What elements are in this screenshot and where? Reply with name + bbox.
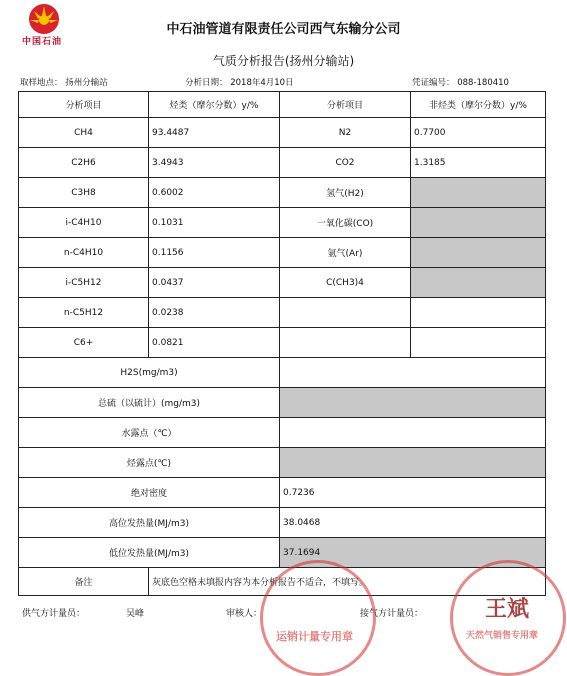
metering-stamp xyxy=(260,560,376,676)
summary-label: 烃露点(℃) xyxy=(19,448,280,478)
right-item: 氢气(H2) xyxy=(280,178,411,208)
left-item: n-C4H10 xyxy=(19,238,149,268)
header-non-hydrocarbon: 非烃类（摩尔分数）y/% xyxy=(411,92,546,118)
remark-label: 备注 xyxy=(19,568,149,596)
summary-label: 高位发热量(MJ/m3) xyxy=(19,508,280,538)
table-row xyxy=(19,268,546,298)
voucher-value: 088-180410 xyxy=(457,78,509,88)
left-value: 0.0238 xyxy=(149,298,280,328)
left-value: 0.6002 xyxy=(149,178,280,208)
date-label: 分析日期： xyxy=(185,78,228,88)
left-item: C2H6 xyxy=(19,148,149,178)
summary-label: 低位发热量(MJ/m3) xyxy=(19,538,280,568)
header-item-1: 分析项目 xyxy=(19,92,149,118)
logo-text: 中国石油 xyxy=(22,37,63,47)
summary-row xyxy=(19,448,546,478)
metering-staff-name: 吴峰 xyxy=(126,609,145,619)
site-value: 扬州分输站 xyxy=(65,78,108,88)
summary-label: 水露点（℃） xyxy=(19,418,280,448)
summary-value: 37.1694 xyxy=(280,538,546,568)
analysis-table xyxy=(18,91,546,596)
summary-row xyxy=(19,538,546,568)
summary-value: 0.7236 xyxy=(280,478,546,508)
right-item: 一氧化碳(CO) xyxy=(280,208,411,238)
table-row xyxy=(19,178,546,208)
left-item: i-C4H10 xyxy=(19,208,149,238)
left-value: 0.1156 xyxy=(149,238,280,268)
table-row xyxy=(19,148,546,178)
right-item: C(CH3)4 xyxy=(280,268,411,298)
right-item: CO2 xyxy=(280,148,411,178)
right-item: N2 xyxy=(280,118,411,148)
table-row xyxy=(19,328,546,358)
voucher-label: 凭证编号： xyxy=(412,78,455,88)
summary-value xyxy=(280,358,546,388)
summary-row xyxy=(19,358,546,388)
metering-stamp-text: 运销计量专用章 xyxy=(276,630,353,643)
right-item xyxy=(280,328,411,358)
right-value xyxy=(411,328,546,358)
summary-row xyxy=(19,388,546,418)
right-item: 氩气(Ar) xyxy=(280,238,411,268)
right-value: 1.3185 xyxy=(411,148,546,178)
left-item: C6+ xyxy=(19,328,149,358)
right-value: 0.7700 xyxy=(411,118,546,148)
summary-value: 38.0468 xyxy=(280,508,546,538)
right-value xyxy=(411,268,546,298)
signature: 王斌 xyxy=(485,597,530,622)
table-row xyxy=(19,298,546,328)
site-label: 取样地点： xyxy=(20,78,63,88)
left-value: 0.0821 xyxy=(149,328,280,358)
metering-staff-label: 供气方计量员： xyxy=(22,609,86,619)
reviewer-label: 审核人： xyxy=(226,609,263,619)
summary-value xyxy=(280,388,546,418)
left-value: 93.4487 xyxy=(149,118,280,148)
summary-row xyxy=(19,478,546,508)
header-hydrocarbon: 烃类（摩尔分数）y/% xyxy=(149,92,280,118)
right-item xyxy=(280,298,411,328)
table-row xyxy=(19,118,546,148)
date-value: 2018年4月10日 xyxy=(230,78,294,88)
summary-label: 总硫（以硫计）(mg/m3) xyxy=(19,388,280,418)
right-value xyxy=(411,298,546,328)
sampling-site xyxy=(20,76,108,88)
voucher-number xyxy=(412,76,509,88)
left-item: i-C5H12 xyxy=(19,268,149,298)
right-value xyxy=(411,208,546,238)
report-title: 气质分析报告(扬州分输站) xyxy=(212,54,355,68)
left-item: C3H8 xyxy=(19,178,149,208)
company-name: 中石油管道有限责任公司西气东输分公司 xyxy=(166,22,401,37)
summary-label: 绝对密度 xyxy=(19,478,280,508)
summary-value xyxy=(280,448,546,478)
right-value xyxy=(411,178,546,208)
analysis-date xyxy=(185,76,294,88)
table-header-row xyxy=(19,92,546,118)
left-value: 0.0437 xyxy=(149,268,280,298)
remark-text: 灰底色空格未填报内容为本分析报告不适合，不填写。 xyxy=(149,568,546,596)
left-item: n-C5H12 xyxy=(19,298,149,328)
table-row xyxy=(19,208,546,238)
right-value xyxy=(411,238,546,268)
table-row xyxy=(19,238,546,268)
left-item: CH4 xyxy=(19,118,149,148)
summary-label: H2S(mg/m3) xyxy=(19,358,280,388)
receiver-staff-label: 接气方计量员： xyxy=(360,609,424,619)
sales-stamp-text: 天然气销售专用章 xyxy=(466,631,539,641)
left-value: 0.1031 xyxy=(149,208,280,238)
summary-row xyxy=(19,508,546,538)
left-value: 3.4943 xyxy=(149,148,280,178)
summary-value xyxy=(280,418,546,448)
header-item-2: 分析项目 xyxy=(280,92,411,118)
summary-row xyxy=(19,418,546,448)
